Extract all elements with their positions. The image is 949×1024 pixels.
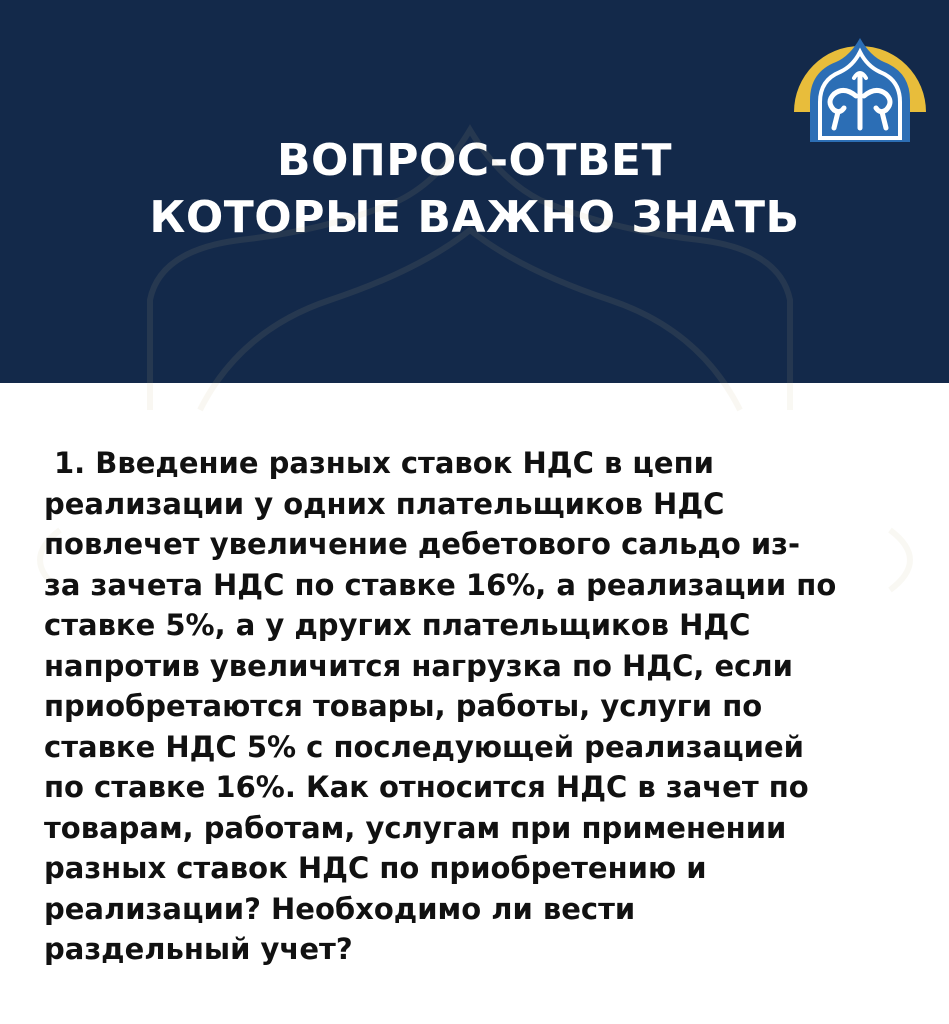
- header-title-line-2: КОТОРЫЕ ВАЖНО ЗНАТЬ: [149, 192, 800, 243]
- question-line: повлечет увеличение дебетового сальдо из-: [44, 527, 801, 561]
- question-line: реализации? Необходимо ли вести: [44, 891, 636, 926]
- ornament-arch-logo-icon: [790, 16, 930, 148]
- question-line: по ставке 16%. Как относится НДС в зачет по: [44, 770, 809, 804]
- question-line: приобретаются товары, работы, услуги по: [44, 689, 763, 723]
- header-banner: [0, 0, 949, 383]
- question-line: разных ставок НДС по приобретению и: [44, 851, 707, 885]
- question-line: 1. Введение разных ставок НДС в цепи: [54, 446, 714, 480]
- question-line: ставке НДС 5% с последующей реализацией: [44, 729, 804, 764]
- header-title-line-1: ВОПРОС-ОТВЕТ: [277, 135, 672, 186]
- question-line: реализации у одних плательщиков НДС: [44, 486, 725, 521]
- question-text: [44, 443, 914, 970]
- question-line: раздельный учет?: [44, 932, 353, 966]
- question-line: за зачета НДС по ставке 16%, а реализации по: [44, 567, 837, 602]
- question-line: напротив увеличится нагрузка по НДС, если: [44, 648, 793, 683]
- question-line: товарам, работам, услугам при применении: [44, 810, 787, 845]
- question-line: ставке 5%, а у других плательщиков НДС: [44, 608, 751, 642]
